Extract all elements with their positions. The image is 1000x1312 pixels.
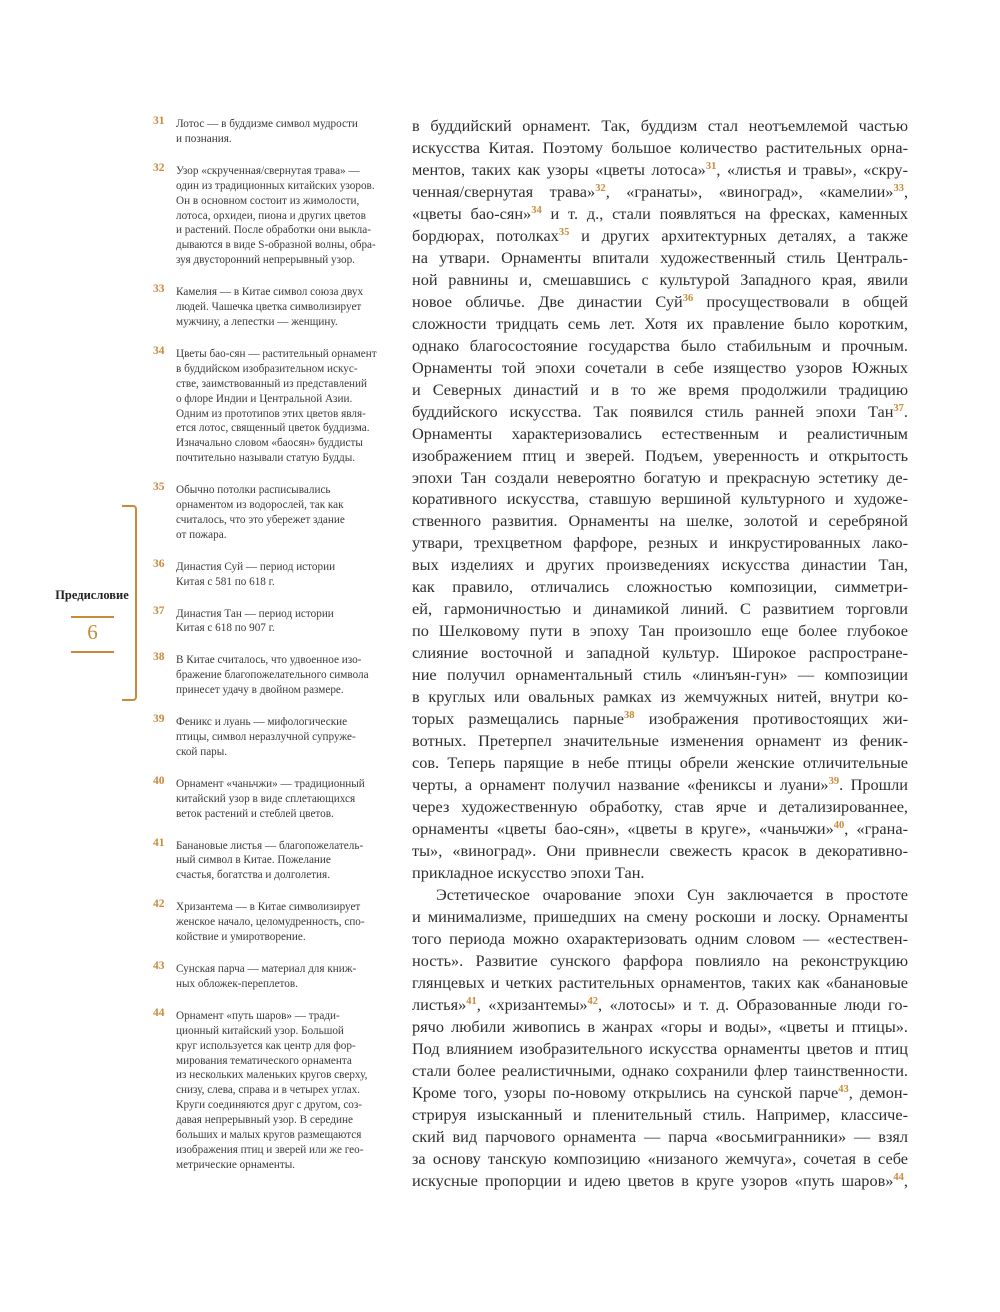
text-segment: ченная/свернутая трава»	[412, 181, 596, 201]
text-segment: слияние восточной и западной культур. Широкое распростране-	[412, 643, 908, 663]
text-segment: того периода можно охарактеризовать одним словом — «естествен-	[412, 928, 908, 948]
text-segment: «цветы бао-сян»	[412, 203, 532, 223]
footnote-ref[interactable]: 32	[595, 182, 606, 194]
footnote-line: метрические орнаменты.	[176, 1158, 296, 1171]
footnote-line: женское начало, целомудренность, спо-	[176, 916, 365, 929]
text-line	[412, 928, 908, 950]
footnote-line: от пожара.	[176, 528, 227, 541]
footnote-line: Феникс и луань — мифологические	[176, 716, 348, 729]
footnote-44	[153, 1006, 398, 1173]
text-segment: и т. д., стали появляться на фресках, каменных	[541, 203, 908, 223]
text-line	[412, 313, 908, 335]
text-line	[412, 1016, 908, 1038]
text-segment: .	[903, 401, 908, 421]
footnote-37	[153, 604, 398, 637]
footnote-43	[153, 959, 398, 992]
footnote-number: 33	[153, 283, 165, 296]
text-segment: эпохи Тан создали невероятно богатую и прекрасную эстетику де-	[412, 467, 908, 487]
footnote-line: китайский узор в виде сплетающихся	[176, 792, 356, 805]
footnote-42	[153, 900, 398, 945]
text-line	[412, 115, 908, 137]
footnote-33	[153, 285, 398, 330]
text-line	[412, 994, 908, 1016]
footnote-line: лотоса, орхидеи, пиона и других цветов	[176, 209, 366, 222]
footnote-line: Одним из прототипов этих цветов явля-	[176, 407, 366, 420]
text-line	[412, 1038, 908, 1060]
text-line	[412, 291, 908, 313]
footnote-line: Узор «скрученная/свернутая трава» —	[176, 164, 360, 177]
footnote-ref[interactable]: 31	[705, 160, 717, 172]
footnote-line: Цветы бао-сян — растительный орнамент	[176, 347, 377, 360]
text-segment: Эстетическое очарование эпохи Сун заключается в простоте	[436, 884, 908, 904]
footnote-line: больших и малых кругов размещаются	[176, 1129, 362, 1142]
footnote-line: Изначально словом «баосян» буддисты	[176, 437, 363, 450]
text-line	[412, 225, 908, 247]
text-segment: Под влиянием изобразительного искусства орнаменты цветов и птиц	[412, 1038, 908, 1058]
text-segment: ность». Развитие сунского фарфора повлияло на реконструкцию	[412, 950, 908, 970]
text-line	[412, 818, 908, 840]
footnote-number: 44	[153, 1006, 165, 1019]
footnote-ref[interactable]: 33	[893, 182, 904, 194]
footnote-line: бражение благопожелательного символа	[176, 669, 369, 682]
text-segment: на утвари. Орнаменты впитали художественный стиль Централь-	[412, 247, 908, 267]
footnote-ref[interactable]: 34	[531, 204, 542, 216]
text-segment: ,	[903, 181, 909, 201]
page-number-rule-top	[71, 616, 114, 618]
text-segment: . Прошли	[839, 775, 909, 795]
footnote-number: 41	[153, 836, 165, 849]
footnote-number: 39	[153, 713, 165, 726]
text-segment: торых размещались парные	[412, 709, 625, 729]
text-line	[412, 686, 908, 708]
footnote-36	[153, 557, 398, 590]
text-segment: как правило, отличались сложностью композиции, симметри-	[412, 577, 908, 597]
footnote-line: принесет удачу в двойном размере.	[176, 684, 344, 697]
text-line	[412, 972, 908, 994]
text-line	[412, 708, 908, 730]
footnote-line: Камелия — в Китае символ союза двух	[176, 286, 364, 299]
text-segment: , «гранаты», «виноград», «камелии»	[605, 181, 894, 201]
footnote-line: счастья, богатства и долголетия.	[176, 869, 330, 882]
footnote-line: и растений. После обработки они выкла-	[176, 224, 371, 237]
text-segment: ной равнины и, смешавшись с культурой Западного края, явили	[412, 269, 908, 289]
text-line	[412, 752, 908, 774]
text-line	[412, 335, 908, 357]
footnote-line: Китая с 618 по 907 г.	[176, 622, 275, 635]
footnote-line: из нескольких маленьких кругов сверху,	[176, 1069, 368, 1082]
footnote-line: изображения птиц и зверей или же гео-	[176, 1143, 364, 1156]
text-segment: Орнаменты той эпохи сочетали в себе изящество узоров Южных	[412, 357, 908, 377]
footnote-line: Лотос — в буддизме символ мудрости	[176, 118, 358, 130]
footnote-number: 32	[153, 161, 165, 174]
text-segment: вотных. Претерпел значительные изменения орнамент из феник-	[412, 731, 908, 751]
text-segment: в буддийский орнамент. Так, буддизм стал неотъемлемой частью	[412, 116, 908, 135]
footnote-number: 42	[153, 898, 165, 911]
text-segment: глянцевых и четких растительных орнаментов, таких как «банановые	[412, 972, 908, 992]
footnote-line: о флоре Индии и Центральной Азии.	[176, 392, 353, 405]
text-segment: листья»	[412, 994, 467, 1014]
footnote-line: Обычно потолки расписывались	[176, 484, 331, 497]
text-line	[412, 862, 908, 884]
footnote-line: мирования тематического орнамента	[176, 1054, 352, 1067]
text-line	[412, 1060, 908, 1082]
text-segment: ние получил орнаментальный стиль «линъян-гун» — композиции	[412, 665, 908, 685]
footnote-number: 34	[153, 344, 165, 357]
text-line	[412, 510, 908, 532]
footnote-line: Китая с 581 по 618 г.	[176, 575, 275, 588]
text-line	[412, 576, 908, 598]
text-line	[412, 269, 908, 291]
text-line	[412, 554, 908, 576]
text-segment: , демон-	[848, 1082, 908, 1102]
footnote-line: снизу, слева, справа и в четырех углах.	[176, 1084, 361, 1097]
text-segment: стали более реалистичными, однако сохранили флер таинственности.	[412, 1060, 908, 1080]
text-segment: и минимализме, пришедших на смену роскоши и лоску. Орнаменты	[412, 906, 908, 926]
footnote-line: стве, заимствованный из представлений	[176, 377, 368, 390]
text-line	[412, 423, 908, 445]
text-segment: ментов, таких как узоры «цветы лотоса»	[412, 159, 706, 179]
footnote-number: 40	[153, 774, 165, 787]
footnote-line: зуя двусторонний непрерывный узор.	[176, 254, 355, 267]
footnote-40	[153, 774, 398, 822]
footnote-line: считалось, что это убережет здание	[176, 513, 345, 526]
footnote-line: В Китае считалось, что удвоенное изо-	[176, 654, 362, 667]
text-segment: ский вид парчового орнамента — парча «восьмигранники» — взял	[412, 1126, 908, 1146]
text-segment: искусные пропорции и идею цветов в круге узоров «путь шаров»	[412, 1170, 894, 1190]
text-segment: коративного искусства, ставшую вершиной культурного и художе-	[412, 489, 908, 509]
footnote-line: Орнамент «путь шаров» — тради-	[176, 1009, 340, 1022]
text-segment: изображением птиц и зверей. Подъем, уверенность и открытость	[412, 445, 908, 465]
text-segment: искусства Китая. Поэтому большое количество растительных орна-	[412, 137, 908, 157]
footnotes-column	[153, 117, 398, 1190]
text-segment: , «хризантемы»	[476, 994, 588, 1014]
footnote-34	[153, 344, 398, 466]
text-segment: ственного развития. Орнаменты на шелке, золотой и серебряной	[412, 511, 908, 531]
text-segment: утвари, трехцветном фарфоре, резных и инкрустированных лако-	[412, 533, 908, 553]
text-segment: , «листья и травы», «скру-	[716, 159, 908, 179]
text-segment: орнаменты «цветы бао-сян», «цветы в круге», «чаньчжи»	[412, 819, 834, 838]
text-line	[412, 247, 908, 269]
text-line	[412, 159, 908, 181]
footnote-line: в буддийском изобразительном искус-	[176, 362, 358, 375]
text-line	[412, 884, 908, 906]
footnote-41	[153, 836, 398, 884]
text-line	[412, 774, 908, 796]
text-line	[412, 620, 908, 642]
text-line	[412, 488, 908, 510]
footnote-line: веток растений и стеблей цветов.	[176, 807, 334, 820]
footnote-ref[interactable]: 41	[466, 995, 477, 1007]
text-segment: буддийского искусства. Так появился стиль ранней эпохи Тан	[412, 401, 894, 421]
text-segment: Орнаменты характеризовались естественным и реалистичным	[412, 423, 908, 443]
footnote-number: 35	[153, 481, 165, 494]
text-segment: , «лотосы» и т. д. Образованные люди го-	[598, 994, 908, 1014]
footnote-line: почтительно называли статую Будды.	[176, 452, 356, 465]
main-text	[412, 115, 908, 1191]
section-title: Предисловие	[55, 588, 129, 602]
footnote-number: 31	[153, 115, 165, 127]
footnote-line: давая непрерывный узор. В середине	[176, 1114, 353, 1127]
footnote-line: круг используется как центр для фор-	[176, 1039, 356, 1052]
text-segment: однако благосостояние государства было стабильным и прочным.	[412, 335, 908, 355]
footnote-39	[153, 715, 398, 760]
footnote-number: 43	[153, 959, 165, 972]
text-segment: и других архитектурных деталях, а также	[569, 225, 908, 245]
footnote-line: Орнамент «чаньчжи» — традиционный	[176, 777, 365, 790]
text-line	[412, 401, 908, 423]
text-line	[412, 357, 908, 379]
text-line	[412, 906, 908, 928]
footnote-line: людей. Чашечка цветка символизирует	[176, 301, 362, 314]
footnote-line: ской пары.	[176, 745, 228, 758]
footnote-line: ется лотос, священный цветок буддизма.	[176, 422, 370, 435]
footnote-line: Круги соединяются друг с другом, соз-	[176, 1099, 363, 1112]
footnote-ref[interactable]: 39	[828, 776, 840, 788]
footnote-line: Он в основном состоит из жимолости,	[176, 194, 360, 207]
footnote-line: Хризантема — в Китае символизирует	[176, 901, 361, 914]
footnote-line: Династия Тан — период истории	[176, 607, 334, 620]
text-line	[412, 840, 908, 862]
text-segment: через художественную обработку, став ярче и детализированнее,	[412, 797, 908, 817]
text-segment: в круглых или овальных рамках из жемчужных нитей, внутри ко-	[412, 687, 908, 707]
footnote-ref[interactable]: 38	[624, 710, 635, 722]
footnote-line: Сунская парча — материал для книж-	[176, 962, 357, 975]
footnote-line: один из традиционных китайских узоров.	[176, 179, 375, 192]
footnote-line: и познания.	[176, 132, 232, 145]
text-segment: ,	[903, 1170, 908, 1190]
text-segment: , «грана-	[844, 819, 908, 838]
text-line	[412, 1148, 908, 1170]
text-segment: по Шелковому пути в эпоху Тан произошло еще более глубокое	[412, 621, 908, 641]
footnote-35	[153, 483, 398, 543]
text-line	[412, 1082, 908, 1104]
text-line	[412, 1170, 908, 1192]
text-segment: вых изделиях и других произведениях искусства династии Тан,	[412, 555, 908, 575]
text-segment: за основу танскую композицию «низаного жемчуга», сочетая в себе	[412, 1148, 908, 1168]
footnote-line: ных обложек-переплетов.	[176, 977, 298, 990]
text-segment: новое обличье. Две династии Суй	[412, 291, 683, 311]
text-line	[412, 1104, 908, 1126]
footnote-number: 36	[153, 557, 165, 570]
text-line	[412, 467, 908, 489]
text-segment: бордюрах, потолках	[412, 225, 559, 245]
footnote-line: птицы, символ неразлучной супруже-	[176, 731, 356, 743]
text-line	[412, 664, 908, 686]
text-line	[412, 203, 908, 225]
text-line	[412, 181, 908, 203]
footnote-line: ный символ в Китае. Пожелание	[176, 854, 331, 867]
text-line	[412, 642, 908, 664]
footnote-31	[153, 117, 398, 147]
text-segment: рячо любили живопись в жанрах «горы и воды», «цветы и птицы».	[412, 1016, 908, 1036]
text-line	[412, 379, 908, 401]
footnote-number: 37	[153, 604, 165, 617]
footnote-line: мужчину, а лепестки — женщину.	[176, 315, 338, 328]
footnote-ref[interactable]: 36	[682, 292, 694, 304]
text-segment: стрируя изысканный и пленительный стиль. Например, классиче-	[412, 1104, 908, 1124]
footnote-number: 38	[153, 651, 165, 664]
text-line	[412, 730, 908, 752]
text-line	[412, 598, 908, 620]
footnote-38	[153, 653, 398, 698]
page-number: 6	[87, 620, 98, 644]
footnote-ref[interactable]: 44	[893, 1171, 904, 1183]
text-segment: просуществовали в общей	[693, 291, 908, 311]
footnote-ref[interactable]: 37	[893, 402, 904, 414]
text-line	[412, 796, 908, 818]
footnote-ref[interactable]: 40	[833, 820, 845, 831]
text-segment: изображения противостоящих жи-	[634, 709, 908, 729]
text-line	[412, 445, 908, 467]
text-line	[412, 137, 908, 159]
footnote-line: дываются в виде S-образной волны, обра-	[176, 239, 376, 252]
footnote-line: Династия Суй — период истории	[176, 560, 336, 573]
footnote-line: орнаментом из водорослей, так как	[176, 499, 344, 512]
footnote-32	[153, 161, 398, 268]
footnote-ref[interactable]: 42	[587, 995, 599, 1007]
text-line	[412, 1126, 908, 1148]
section-bracket	[122, 505, 137, 701]
footnote-ref[interactable]: 43	[838, 1083, 849, 1095]
text-segment: ты», «виноград». Они привнесли свежесть красок в декоративно-	[412, 840, 908, 860]
text-segment: сов. Теперь парящие в небе птицы обрели женские отличительные	[412, 753, 908, 773]
footnote-ref[interactable]: 35	[558, 226, 570, 238]
text-line	[412, 950, 908, 972]
footnote-line: ционный китайский узор. Большой	[176, 1024, 344, 1037]
text-segment: и Северных династий и в то же время продолжили традицию	[412, 379, 908, 399]
footnote-line: койствие и умиротворение.	[176, 931, 306, 944]
page-number-rule-bottom	[71, 651, 114, 653]
text-segment: Кроме того, узоры по-новому открылись на сунской парче	[412, 1082, 839, 1102]
text-segment: сложности тридцать семь лет. Хотя их правление было коротким,	[412, 313, 908, 333]
footnote-line: Банановые листья — благопожелатель-	[176, 839, 364, 852]
text-segment: ей, гармоничностью и динамикой линий. С развитием торговли	[412, 599, 908, 619]
text-line	[412, 532, 908, 554]
text-segment: черты, а орнамент получил название «фениксы и луани»	[412, 775, 829, 795]
text-segment: прикладное искусство эпохи Тан.	[412, 862, 645, 882]
